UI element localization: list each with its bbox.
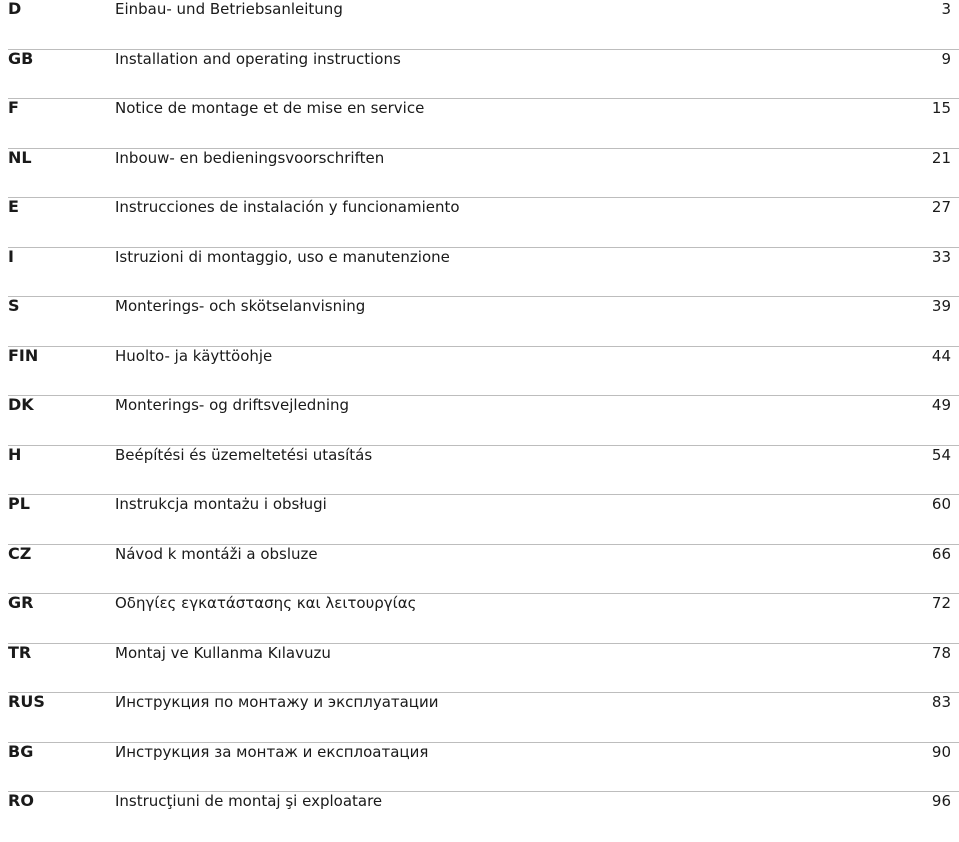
language-code: RO	[8, 791, 34, 810]
language-code: GR	[8, 593, 34, 612]
language-code: DK	[8, 395, 34, 414]
toc-row-pl[interactable]	[8, 495, 959, 545]
section-title: Instrucciones de instalación y funcionamiento	[115, 198, 460, 216]
language-code: S	[8, 296, 20, 315]
page-number: 83	[931, 693, 951, 711]
language-code: I	[8, 246, 14, 266]
toc-row-cz[interactable]	[8, 545, 959, 595]
toc-row-fin[interactable]	[8, 347, 959, 397]
page-number: 21	[931, 148, 951, 167]
toc-row-f[interactable]	[8, 99, 959, 149]
toc-row-dk[interactable]	[8, 396, 959, 446]
toc-row-bg[interactable]	[8, 743, 959, 793]
page-number: 72	[931, 594, 951, 612]
toc-row-rus[interactable]	[8, 693, 959, 743]
page-number: 9	[941, 49, 951, 68]
page-number: 66	[931, 544, 951, 563]
section-title: Montaj ve Kullanma Kılavuzu	[115, 643, 331, 662]
toc-row-gb[interactable]	[8, 50, 959, 100]
page-number: 49	[931, 396, 951, 414]
page-number: 78	[931, 643, 951, 662]
section-title: Monterings- og driftsvejledning	[115, 396, 350, 414]
page-number: 27	[931, 198, 951, 216]
section-title: Instrucţiuni de montaj şi exploatare	[115, 792, 383, 810]
toc-row-h[interactable]	[8, 446, 959, 496]
toc-row-i[interactable]	[8, 248, 959, 298]
section-title: Инструкция по монтажу и эксплуатации	[115, 693, 439, 711]
language-code: FIN	[8, 345, 39, 365]
section-title: Instrukcja montażu i obsługi	[115, 495, 327, 513]
section-title: Istruzioni di montaggio, uso e manutenzione	[115, 247, 450, 266]
language-code: GB	[8, 48, 34, 68]
section-title: Notice de montage et de mise en service	[115, 99, 425, 117]
language-code: PL	[8, 494, 30, 513]
language-code: E	[8, 197, 19, 216]
page-number: 54	[931, 445, 951, 464]
page-number: 44	[931, 346, 951, 365]
toc-row-s[interactable]	[8, 297, 959, 347]
language-code: TR	[8, 642, 32, 662]
section-title: Einbau- und Betriebsanleitung	[115, 0, 343, 18]
toc-row-tr[interactable]	[8, 644, 959, 694]
language-code: RUS	[8, 692, 45, 711]
language-code: CZ	[8, 543, 32, 563]
page-number: 96	[931, 792, 951, 810]
language-code: H	[8, 444, 22, 464]
toc-row-nl[interactable]	[8, 149, 959, 199]
section-title: Installation and operating instructions	[115, 49, 401, 68]
language-code: D	[8, 0, 22, 18]
page-number: 33	[931, 247, 951, 266]
section-title: Návod k montáži a obsluze	[115, 544, 318, 563]
language-code: BG	[8, 741, 34, 761]
page-number: 15	[931, 99, 951, 117]
section-title: Инструкция за монтаж и експлоатация	[115, 742, 429, 761]
section-title: Inbouw- en bedieningsvoorschriften	[115, 148, 385, 167]
toc-row-d[interactable]	[8, 0, 959, 50]
section-title: Huolto- ja käyttöohje	[115, 346, 273, 365]
table-of-contents	[8, 0, 959, 842]
page-number: 60	[931, 495, 951, 513]
section-title: Οδηγίες εγκατάστασης και λειτουργίας	[115, 594, 417, 612]
toc-row-e[interactable]	[8, 198, 959, 248]
page-number: 90	[931, 742, 951, 761]
page-number: 3	[941, 0, 951, 18]
section-title: Beépítési és üzemeltetési utasítás	[115, 445, 373, 464]
toc-row-ro[interactable]	[8, 792, 959, 842]
toc-row-gr[interactable]	[8, 594, 959, 644]
language-code: NL	[8, 147, 32, 167]
section-title: Monterings- och skötselanvisning	[115, 297, 366, 315]
language-code: F	[8, 98, 19, 117]
page-number: 39	[931, 297, 951, 315]
